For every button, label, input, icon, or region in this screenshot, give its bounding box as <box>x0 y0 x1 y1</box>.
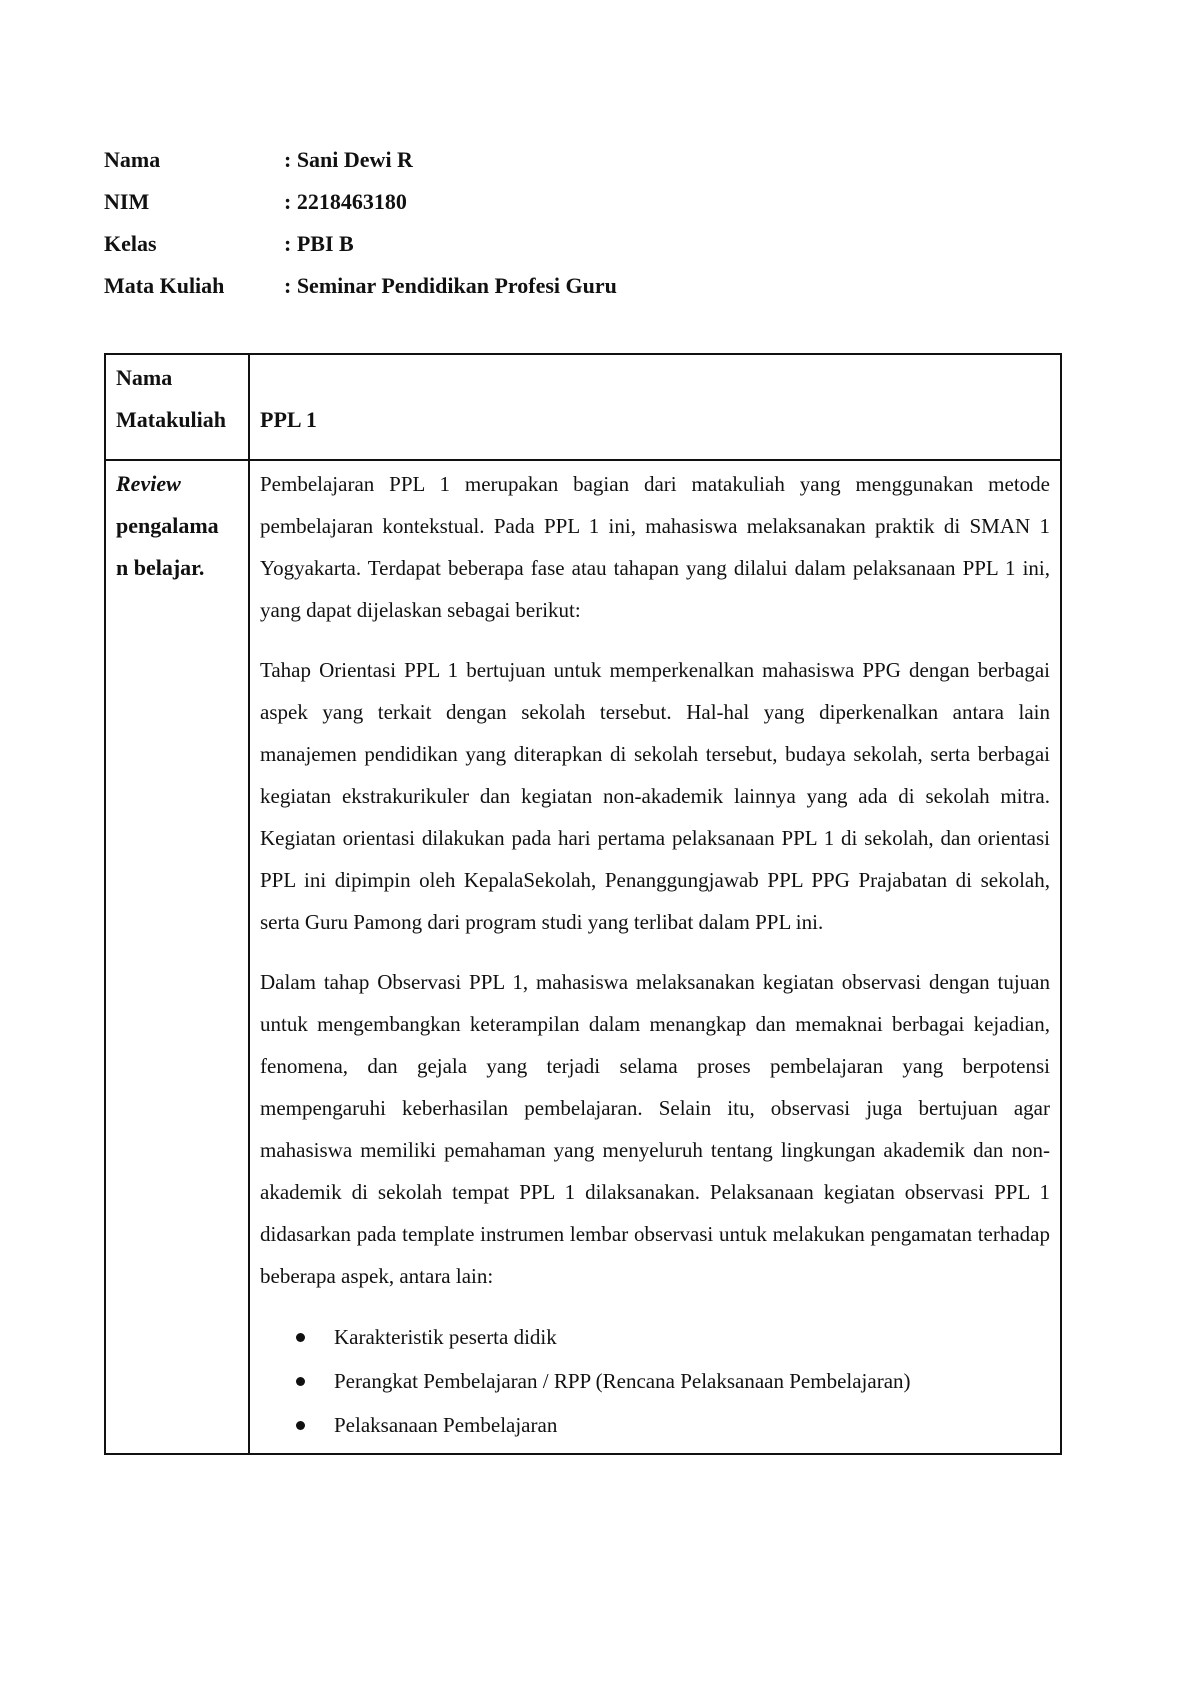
matakuliah-label-cell <box>106 355 250 459</box>
header-row-nama <box>104 139 904 181</box>
table-row-review <box>106 461 1060 1453</box>
matakuliah-value: PPL 1 <box>260 407 317 432</box>
review-content-cell <box>250 461 1060 1453</box>
header-value: : 2218463180 <box>284 189 407 214</box>
header-row-nim <box>104 181 904 223</box>
header-row-mata-kuliah <box>104 265 904 307</box>
review-label-cell <box>106 461 250 1453</box>
paragraph-intro: Pembelajaran PPL 1 merupakan bagian dari matakuliah yang menggunakan metode pembelajaran kontekstual. Pada PPL 1 ini, mahasiswa melaksanakan praktik di SMAN 1 Yogyakarta. Terdapat beberapa fase atau tahapan yang dilalui dalam pelaksanaan PPL 1 ini, yang dapat dijelaskan sebagai berikut: <box>260 472 1050 622</box>
review-label-line2: pengalama <box>116 513 219 538</box>
review-table <box>104 353 1062 1455</box>
bullet-icon <box>296 1377 305 1386</box>
header-label: Mata Kuliah <box>104 273 225 298</box>
review-label-line3: n belajar. <box>116 555 205 580</box>
matakuliah-label-line1: Nama <box>116 365 173 390</box>
paragraph-orientasi: Tahap Orientasi PPL 1 bertujuan untuk memperkenalkan mahasiswa PPG dengan berbagai aspek yang terkait dengan sekolah tersebut. Hal-hal yang diperkenalkan antara lain manajemen pendidikan yang diterapkan di sekolah tersebut, budaya sekolah, serta berbagai kegiatan ekstrakurikuler dan kegiatan non-akademik lainnya yang ada di sekolah mitra. Kegiatan orientasi dilakukan pada hari pertama pelaksanaan PPL 1 di sekolah, dan orientasi PPL ini dipimpin oleh KepalaSekolah, Penanggungjawab PPL PPG Prajabatan di sekolah, serta Guru Pamong dari program studi yang terlibat dalam PPL ini. <box>260 658 1050 934</box>
paragraph-observasi: Dalam tahap Observasi PPL 1, mahasiswa melaksanakan kegiatan observasi dengan tujuan untuk mengembangkan keterampilan dalam menangkap dan memaknai berbagai kejadian, fenomena, dan gejala yang terjadi selama proses pembelajaran yang berpotensi mempengaruhi keberhasilan pembelajaran. Selain itu, observasi juga bertujuan agar mahasiswa memiliki pemahaman yang menyeluruh tentang lingkungan akademik dan non-akademik di sekolah tempat PPL 1 dilaksanakan. Pelaksanaan kegiatan observasi PPL 1 didasarkan pada template instrumen lembar observasi untuk melakukan pengamatan terhadap beberapa aspek, antara lain: <box>260 970 1050 1288</box>
list-item-text: Karakteristik peserta didik <box>334 1325 557 1349</box>
header-row-kelas <box>104 223 904 265</box>
matakuliah-value-cell <box>250 355 1060 459</box>
list-item-text: Perangkat Pembelajaran / RPP (Rencana Pelaksanaan Pembelajaran) <box>334 1369 911 1393</box>
header-label: Kelas <box>104 231 157 256</box>
header-value: : Seminar Pendidikan Profesi Guru <box>284 273 617 298</box>
list-item <box>296 1315 1050 1359</box>
table-row-matakuliah <box>106 355 1060 461</box>
matakuliah-label-line2: Matakuliah <box>116 407 227 432</box>
header-label: Nama <box>104 147 161 172</box>
header-value: : PBI B <box>284 231 354 256</box>
bullet-icon <box>296 1421 305 1430</box>
list-item <box>296 1359 1050 1403</box>
bullet-icon <box>296 1333 305 1342</box>
header-value: : Sani Dewi R <box>284 147 413 172</box>
review-label-italic: Review <box>116 471 181 496</box>
observation-aspects-list <box>260 1315 1050 1447</box>
list-item <box>296 1403 1050 1447</box>
header-label: NIM <box>104 189 150 214</box>
list-item-text: Pelaksanaan Pembelajaran <box>334 1413 558 1437</box>
student-info-header <box>104 139 904 307</box>
